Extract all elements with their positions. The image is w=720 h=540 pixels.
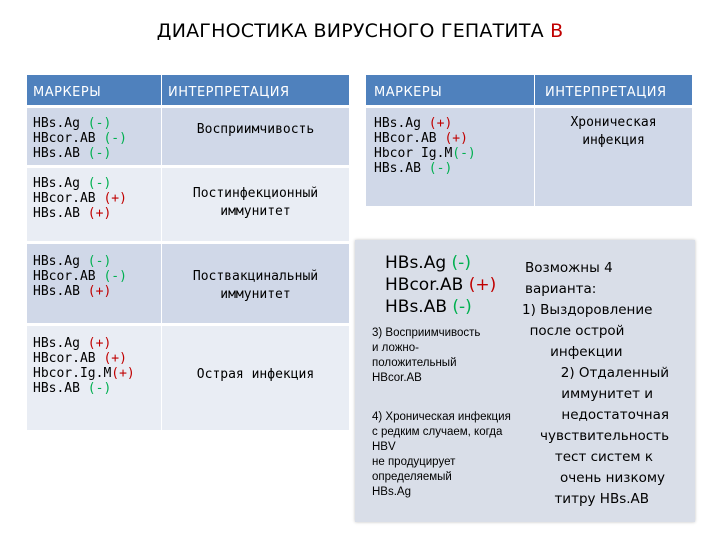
right-markers-table [366, 75, 692, 206]
right-header-interpretation: ИНТЕРПРЕТАЦИЯ [535, 75, 693, 106]
note-option-4: 4) Хроническая инфекция с редким случаем, когда HBV не продуцирует определяемый HBs.Ag [372, 411, 511, 498]
variant-1: 1) Выздоровление после острой инфекции [522, 302, 653, 360]
interpretation-cell: Постинфекционный иммунитет [162, 166, 350, 242]
table-row [27, 324, 349, 430]
right-header-markers: МАРКЕРЫ [366, 75, 535, 106]
title-letter: B [550, 20, 564, 42]
note-markers: HBs.Ag (-) HBcor.AB (+) HBs.AB (-) [385, 253, 497, 317]
table-row [27, 166, 349, 242]
left-markers-table [27, 75, 349, 430]
left-header-interpretation: ИНТЕРПРЕТАЦИЯ [162, 75, 350, 106]
table-row [27, 106, 349, 166]
variants-intro: Возможны 4 варианта: [525, 260, 613, 297]
page-title [0, 20, 720, 42]
markers-cell: HBs.Ag (+) HBcor.AB (+) Hbcor.Ig.M(+) HBs.AB (-) [27, 324, 162, 430]
title-main: ДИАГНОСТИКА ВИРУСНОГО ГЕПАТИТА [156, 20, 544, 42]
left-header-markers: МАРКЕРЫ [27, 75, 162, 106]
interpretation-cell: Восприимчивость [162, 106, 350, 166]
markers-cell: HBs.Ag (-) HBcor.AB (-) HBs.AB (+) [27, 242, 162, 324]
markers-cell: HBs.Ag (-) HBcor.AB (-) HBs.AB (-) [27, 106, 162, 166]
interpretation-cell: Хроническая инфекция [535, 106, 693, 206]
markers-cell: HBs.Ag (-) HBcor.AB (+) HBs.AB (+) [27, 166, 162, 242]
table-row [366, 106, 692, 206]
markers-cell: HBs.Ag (+) HBcor.AB (+) Hbcor Ig.M(-) HBs.AB (-) [366, 106, 535, 206]
interpretation-cell: Острая инфекция [162, 324, 350, 430]
table-row [27, 242, 349, 324]
note-option-3: 3) Восприимчивость и ложно- положительный HBcor.AB [372, 327, 481, 384]
interpretation-cell: Поствакцинальный иммунитет [162, 242, 350, 324]
note-box [355, 240, 695, 522]
variant-2: 2) Отдаленный иммунитет и недостаточная чувствительность тест систем к очень низкому титру HBs.AB [540, 365, 670, 507]
